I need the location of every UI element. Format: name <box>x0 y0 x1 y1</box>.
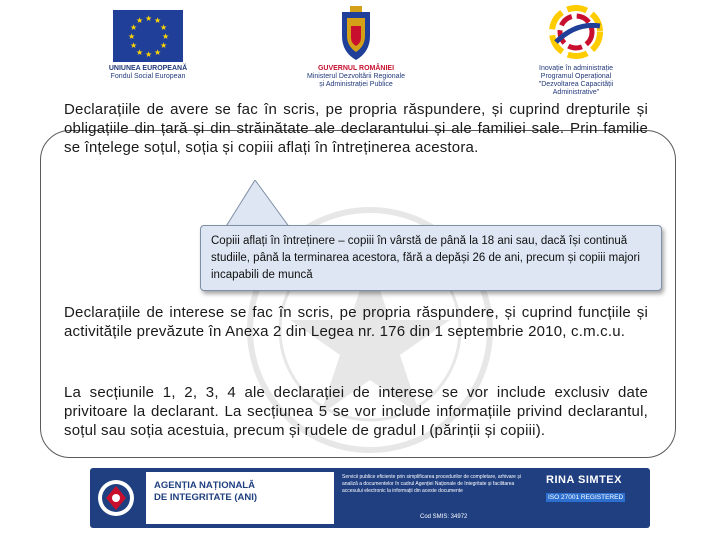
eu-flag-icon <box>113 10 183 62</box>
svg-text:★: ★ <box>130 23 138 32</box>
agency-name-line1: AGENȚIA NAȚIONALĂ <box>154 480 255 491</box>
ops-logo <box>528 2 624 97</box>
logo-bar <box>0 0 720 105</box>
callout-pointer <box>215 180 305 230</box>
svg-text:★: ★ <box>145 14 153 23</box>
svg-text:★: ★ <box>154 16 162 25</box>
callout-box <box>200 225 662 291</box>
agency-name <box>154 480 330 504</box>
svg-text:★: ★ <box>136 16 144 25</box>
eu-logo <box>100 10 196 81</box>
svg-text:★: ★ <box>160 23 168 32</box>
project-description: Servicii publice eficiente prin simplificarea procedurilor de completare, arhivare și analiză a documentelor în cadrul Agenției Naționale de Integritate și facilitarea accesului electronic la informații din aceste documente <box>342 474 521 494</box>
paragraph-interest-declaration: Declarațiile de interese se fac în scris, pe propria răspundere, și cuprind funcțiile și activitățile prevăzute în Anexa 2 din Legea nr. 176 din 1 septembrie 2010, c.m.c.u. <box>64 304 648 340</box>
svg-text:★: ★ <box>145 50 153 59</box>
svg-text:★: ★ <box>162 32 170 41</box>
footer-banner <box>90 468 650 528</box>
ops-logo-line1: Inovație în administrație <box>539 65 613 72</box>
gov-logo-line1: GUVERNUL ROMÂNIEI <box>317 65 395 72</box>
ops-logo-line3: "Dezvoltarea Capacității <box>538 81 614 88</box>
iso-label: ISO 27001 REGISTERED <box>548 494 624 501</box>
eu-logo-line1: UNIUNEA EUROPEANĂ <box>108 65 188 72</box>
gov-logo-line2: Ministerul Dezvoltării Regionale <box>306 73 406 80</box>
coat-of-arms-icon <box>336 6 376 62</box>
rina-label: RINA SIMTEX <box>546 474 622 486</box>
svg-text:★: ★ <box>130 41 138 50</box>
ani-logo-icon <box>96 474 136 522</box>
star-circle-icon <box>544 2 608 62</box>
svg-text:★: ★ <box>160 41 168 50</box>
paragraph-wealth-declaration: Declarațiile de avere se fac în scris, pe propria răspundere, și cuprind drepturile și obligațiile din țară și din străinătate ale declarantului și ale familiei sale. Prin familie se înțelege soțul, soția și copiii aflați în întreținerea acestora. <box>64 101 648 156</box>
svg-text:★: ★ <box>154 48 162 57</box>
callout-text: Copiii aflați în întreținere – copiii în vârstă de până la 18 ani sau, dacă își continuă studiile, până la terminarea acestora, fără a depăși 26 de ani, precum și copiii majori incapabili de muncă <box>211 235 640 281</box>
agency-name-line2: DE INTEGRITATE (ANI) <box>154 492 258 503</box>
svg-text:★: ★ <box>136 48 144 57</box>
paragraph-sections: La secțiunile 1, 2, 3, 4 ale declarației de interese se vor include exclusiv date privitoare la declarant. La secțiunea 5 se vor include informațiile privind declarantul, soțul sau soția acestuia, precum și rudele de gradul I (părinții și copiii). <box>64 384 648 439</box>
svg-text:★: ★ <box>128 32 136 41</box>
eu-logo-line2: Fondul Social European <box>110 73 186 80</box>
ops-logo-line2: Programul Operațional <box>540 73 612 80</box>
certification-badge <box>546 474 644 522</box>
ops-logo-line4: Administrative" <box>552 89 600 96</box>
agency-name-box <box>146 472 334 524</box>
gov-logo <box>300 6 412 89</box>
gov-logo-line3: și Administrației Publice <box>319 81 393 88</box>
smis-code: Cod SMIS: 34972 <box>420 514 468 520</box>
